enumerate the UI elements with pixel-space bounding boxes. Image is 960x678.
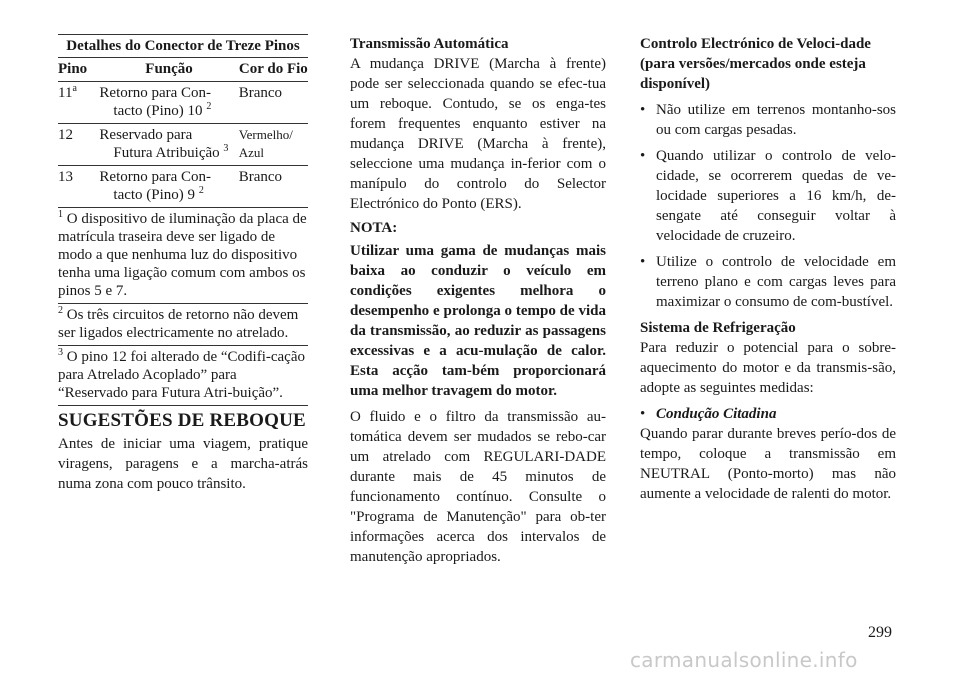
table-row <box>58 166 308 208</box>
row-function: Retorno para Con-tacto (Pino) 9 <box>99 169 212 203</box>
note-label: NOTA: <box>350 220 398 236</box>
list-item-text: Utilize o controlo de velocidade em terreno plano e com cargas leves para maximizar o consumo de com-bustível. <box>656 254 896 310</box>
transmission-fluid-text: O fluido e o filtro da transmissão au-tomática devem ser mudados se rebo-car um atrelado com REGULARI-DADE durante mais de 45 minutos de funcionamento contínuo. Consulte o "Programa de Manutenção" para ob-ter informações acerca dos intervalos de manutenção apropriados. <box>350 409 606 565</box>
list-item <box>640 100 896 140</box>
speed-control-heading: Controlo Electrónico de Veloci-dade (para versões/mercados onde esteja disponível) <box>640 36 871 92</box>
table-row <box>58 82 308 124</box>
row-function-sup: 3 <box>223 143 229 154</box>
bullet-icon: • <box>640 254 646 270</box>
transmission-text: A mudança DRIVE (Marcha à frente) pode ser seleccionada quando se efec-tua um reboque. Contudo, se os enga-tes forem frequentes enquanto estiver na mudança DRIVE (Marcha à frente), seleccione uma mudança in-ferior com o manípulo do controlo do Selector Electrónico do Ponto (ERS). <box>350 56 606 212</box>
row-color: Vermelho/ Azul <box>239 124 308 166</box>
left-column <box>58 34 308 494</box>
bullet-icon: • <box>640 406 646 422</box>
row-pin-sup: a <box>72 83 77 94</box>
speed-control-list <box>640 100 896 312</box>
table-title: Detalhes do Conector de Treze Pinos <box>58 35 308 58</box>
bullet-icon: • <box>640 148 646 164</box>
list-item-text: Quando utilizar o controlo de velo-cidade, se ocorrerem quedas de ve-locidade superiores a 16 km/h, de-sengate até conseguir voltar à velocidade de cruzeiro. <box>656 148 896 244</box>
footnote-number: 3 <box>58 347 63 358</box>
list-item <box>640 146 896 246</box>
transmission-heading: Transmissão Automática <box>350 36 509 52</box>
header-color: Cor do Fio <box>239 58 308 82</box>
city-driving-text: Quando parar durante breves perío-dos de tempo, coloque a transmissão em NEUTRAL (Ponto-morto) mas não aumente a velocidade de ralenti do motor. <box>640 426 896 502</box>
table-footnote <box>58 208 308 304</box>
watermark: carmanualsonline.info <box>630 648 858 672</box>
header-pin: Pino <box>58 58 99 82</box>
row-pin: 11 <box>58 85 73 101</box>
table-footnote <box>58 304 308 346</box>
list-item <box>640 404 896 424</box>
towing-tips-heading: SUGESTÕES DE REBOQUE <box>58 410 306 431</box>
row-function-sup: 2 <box>206 101 212 112</box>
table-row <box>58 124 308 166</box>
footnote-text: Os três circuitos de retorno não devem ser ligados electricamente no atrelado. <box>58 307 299 341</box>
header-function: Função <box>99 58 238 82</box>
footnote-text: O pino 12 foi alterado de “Codifi-cação para Atrelado Acoplado” para “Reservado para Futura Atri-buição”. <box>58 349 305 401</box>
row-function-sup: 2 <box>198 185 204 196</box>
page-number: 299 <box>868 624 892 641</box>
note-text: Utilizar uma gama de mudanças mais baixa ao conduzir o veículo em condições exigentes melhora o desempenho e prolonga o tempo de vida da transmissão, ao reduzir as passagens excessivas e a acu-mulação de calor. Esta acção tam-bém proporcionará uma melhor travagem do motor. <box>350 243 606 399</box>
footnote-number: 1 <box>58 209 63 220</box>
towing-tips-text: Antes de iniciar uma viagem, pratique viragens, paragens e a marcha-atrás numa zona com pouco trânsito. <box>58 436 308 492</box>
footnote-number: 2 <box>58 305 63 316</box>
connector-table <box>58 34 308 406</box>
list-item-text: Não utilize em terrenos montanho-sos ou com cargas pesadas. <box>656 102 896 138</box>
table-footnote <box>58 346 308 406</box>
row-pin: 13 <box>58 169 73 185</box>
row-pin: 12 <box>58 127 73 143</box>
row-function: Retorno para Con-tacto (Pino) 10 <box>99 85 212 119</box>
city-driving-subheading: Condução Citadina <box>656 406 777 422</box>
cooling-list <box>640 404 896 424</box>
cooling-heading: Sistema de Refrigeração <box>640 320 796 336</box>
cooling-text: Para reduzir o potencial para o sobre-aquecimento do motor e da transmis-são, adopte as seguintes medidas: <box>640 340 896 396</box>
row-color: Branco <box>239 82 308 124</box>
middle-column <box>350 34 606 567</box>
row-function: Reservado para Futura Atribuição <box>99 127 220 161</box>
footnote-text: O dispositivo de iluminação da placa de matrícula traseira deve ser ligado de modo a que nenhuma luz do dispositivo tenha uma ligação comum com ambos os pinos 5 e 7. <box>58 211 307 299</box>
list-item <box>640 252 896 312</box>
bullet-icon: • <box>640 102 646 118</box>
right-column <box>640 34 896 504</box>
row-color: Branco <box>239 166 308 208</box>
